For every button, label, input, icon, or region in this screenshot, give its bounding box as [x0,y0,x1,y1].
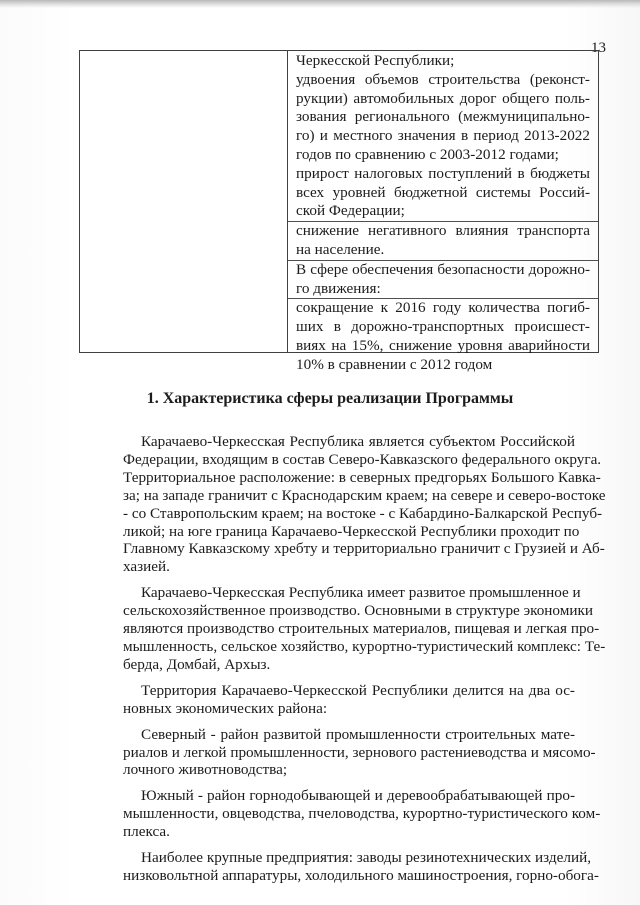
table-cell-line: сокращение к 2016 году количества погиб- [296,299,590,317]
table-cell-line: го) и местного значения в период 2013-2022 [296,127,590,145]
scan-top-edge [0,0,640,8]
table-cell-line: виях на 15%, снижение уровня аварийности [296,336,590,354]
table-right-cell [288,51,598,373]
page-number: 13 [591,40,606,56]
paragraph-line: новных экономических района: [123,699,328,717]
paragraph [123,725,596,780]
paragraph-line: Главному Кавказскому хребту и территориально граничит с Грузией и Аб- [123,540,605,558]
paragraph [123,433,606,576]
section-title: 1. Характеристика сферы реализации Программы [146,390,514,407]
table-cell-line: рукции) автомобильных дорог общего поль- [296,89,590,107]
paragraph-line: хазией. [123,558,170,576]
paragraph [123,849,599,885]
table-cell-line: ших в дорожно-транспортных происшест- [296,318,590,336]
paragraph-line: являются производство строительных материалов, пищевая и легкая про- [123,620,600,638]
paragraph-line: Южный - район горнодобывающей и деревообрабатывающей про- [141,787,575,805]
table-cell-line: на население. [296,240,385,258]
table-cell-line: годов по сравнению с 2003-2012 годами; [296,145,559,163]
paragraph-line: Северный - район развитой промышленности строительных мате- [141,725,575,743]
table-cell-line: прирост налоговых поступлений в бюджеты [296,164,590,182]
paragraph-line: мышленности, овцеводства, пчеловодства, курортно-туристического ком- [123,805,601,823]
paragraph-line: лочного животноводства; [123,761,288,779]
table-cell-line: Черкесской Республики; [296,52,455,69]
criteria-table [79,50,599,373]
paragraph [123,584,606,674]
paragraph-line: - со Ставропольским краем; на востоке - с Кабардино-Балкарской Респуб- [123,504,603,522]
paragraph-line: за; на западе граничит с Краснодарским краем; на севере и северо-востоке [123,486,606,504]
paragraph-line: берда, Домбай, Архыз. [123,655,271,673]
table-cell-line: 10% в сравнении с 2012 годом [296,355,493,373]
paragraph-line: Карачаево-Черкесская Республика является субъектом Российской [141,433,575,450]
table-cell-line: ской Федерации; [296,202,405,220]
table-cell-line: го движения: [296,279,381,297]
table-cell-line: зования регионального (межмуниципально- [296,108,590,126]
paragraph-line: сельскохозяйственное производство. Основными в структуре экономики [123,602,593,620]
paragraph-line: ликой; на юге граница Карачаево-Черкесской Республики проходит по [123,522,580,540]
body-text [123,433,606,893]
table-cell-line: удвоения объемов строительства (реконст- [296,70,590,88]
paragraph-line: мышленность, сельское хозяйство, курортно-туристический комплекс: Те- [123,637,606,655]
paragraph-line: плекса. [123,823,170,841]
paragraph-line: Федерации, входящим в состав Северо-Кавказского федерального округа. [123,450,602,468]
table-cell-line: снижение негативного влияния транспорта [296,222,590,240]
paragraph-line: Карачаево-Черкесская Республика имеет развитое промышленное и [141,584,581,602]
paragraph [123,787,601,841]
paragraph-line: Наиболее крупные предприятия: заводы резинотехнических изделий, [141,849,592,867]
paragraph-line: риалов и легкой промышленности, зернового растениеводства и мясомо- [123,743,596,761]
paragraph [123,682,575,718]
table-cell-line: В сфере обеспечения безопасности дорожно- [296,260,590,278]
paragraph-line: Территориальное расположение: в северных предгорьях Большого Кавка- [123,468,601,486]
paragraph-line: низковольтной аппаратуры, холодильного машиностроения, горно-обога- [123,866,599,884]
table-left-cell [80,51,288,352]
table-cell-line: всех уровней бюджетной системы Россий- [296,183,590,201]
paragraph-line: Территория Карачаево-Черкесской Республики делится на два ос- [141,681,575,699]
